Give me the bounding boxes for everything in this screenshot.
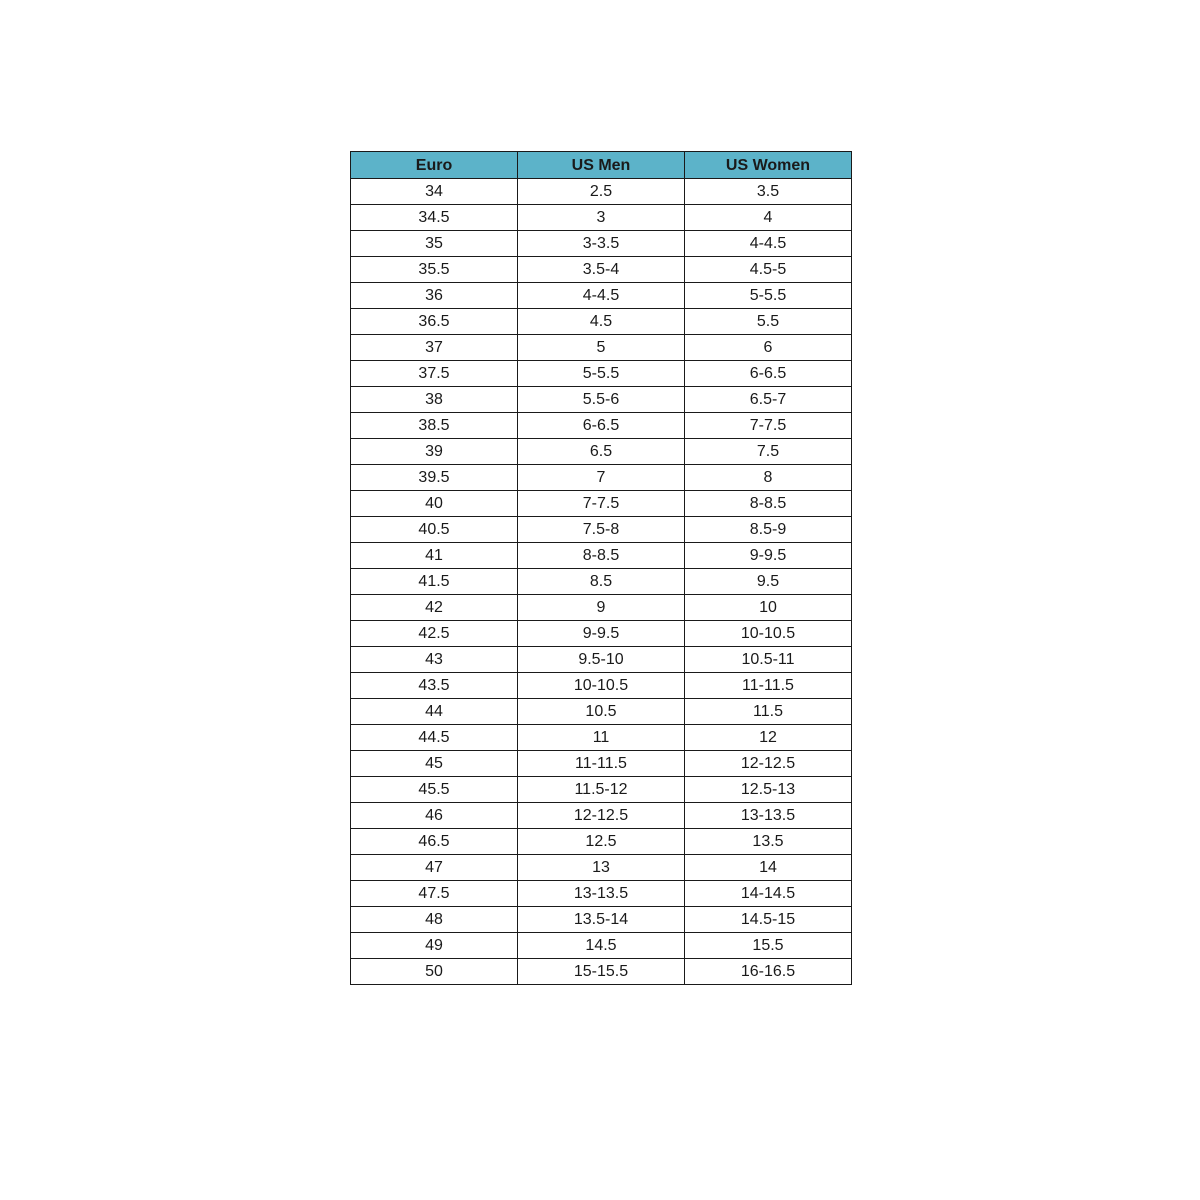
cell-us-men: 9-9.5 bbox=[518, 621, 685, 647]
table-row bbox=[351, 465, 852, 491]
cell-us-men: 5-5.5 bbox=[518, 361, 685, 387]
cell-euro: 41.5 bbox=[351, 569, 518, 595]
table-header bbox=[351, 152, 852, 179]
cell-us-men: 9 bbox=[518, 595, 685, 621]
cell-us-women: 4-4.5 bbox=[685, 231, 852, 257]
cell-us-women: 14 bbox=[685, 855, 852, 881]
table-row bbox=[351, 595, 852, 621]
cell-us-men: 15-15.5 bbox=[518, 959, 685, 985]
cell-us-women: 10.5-11 bbox=[685, 647, 852, 673]
cell-euro: 43.5 bbox=[351, 673, 518, 699]
cell-us-men: 12-12.5 bbox=[518, 803, 685, 829]
cell-us-women: 11-11.5 bbox=[685, 673, 852, 699]
cell-us-men: 11 bbox=[518, 725, 685, 751]
cell-us-women: 14-14.5 bbox=[685, 881, 852, 907]
table-body bbox=[351, 179, 852, 985]
cell-us-men: 5.5-6 bbox=[518, 387, 685, 413]
table-row bbox=[351, 387, 852, 413]
table-row bbox=[351, 569, 852, 595]
cell-us-women: 14.5-15 bbox=[685, 907, 852, 933]
cell-euro: 50 bbox=[351, 959, 518, 985]
table-row bbox=[351, 673, 852, 699]
cell-us-women: 8 bbox=[685, 465, 852, 491]
cell-us-men: 13.5-14 bbox=[518, 907, 685, 933]
table-row bbox=[351, 309, 852, 335]
cell-us-women: 5-5.5 bbox=[685, 283, 852, 309]
cell-us-women: 10 bbox=[685, 595, 852, 621]
cell-us-women: 9.5 bbox=[685, 569, 852, 595]
cell-euro: 38.5 bbox=[351, 413, 518, 439]
cell-us-women: 16-16.5 bbox=[685, 959, 852, 985]
cell-euro: 37.5 bbox=[351, 361, 518, 387]
cell-us-women: 12.5-13 bbox=[685, 777, 852, 803]
cell-euro: 42 bbox=[351, 595, 518, 621]
cell-us-men: 12.5 bbox=[518, 829, 685, 855]
cell-us-men: 10.5 bbox=[518, 699, 685, 725]
table-row bbox=[351, 179, 852, 205]
cell-us-men: 8-8.5 bbox=[518, 543, 685, 569]
cell-us-men: 14.5 bbox=[518, 933, 685, 959]
cell-us-women: 4 bbox=[685, 205, 852, 231]
cell-us-women: 13-13.5 bbox=[685, 803, 852, 829]
cell-us-women: 11.5 bbox=[685, 699, 852, 725]
cell-euro: 43 bbox=[351, 647, 518, 673]
table-row bbox=[351, 361, 852, 387]
cell-euro: 36.5 bbox=[351, 309, 518, 335]
cell-us-women: 10-10.5 bbox=[685, 621, 852, 647]
cell-us-women: 7-7.5 bbox=[685, 413, 852, 439]
table-row bbox=[351, 933, 852, 959]
table-row bbox=[351, 647, 852, 673]
table-row bbox=[351, 621, 852, 647]
table-row bbox=[351, 439, 852, 465]
cell-us-men: 11-11.5 bbox=[518, 751, 685, 777]
cell-us-men: 8.5 bbox=[518, 569, 685, 595]
cell-us-women: 3.5 bbox=[685, 179, 852, 205]
cell-us-men: 7 bbox=[518, 465, 685, 491]
cell-euro: 40.5 bbox=[351, 517, 518, 543]
cell-us-men: 9.5-10 bbox=[518, 647, 685, 673]
cell-euro: 41 bbox=[351, 543, 518, 569]
cell-us-men: 2.5 bbox=[518, 179, 685, 205]
cell-us-men: 4-4.5 bbox=[518, 283, 685, 309]
table-row bbox=[351, 907, 852, 933]
cell-us-women: 6.5-7 bbox=[685, 387, 852, 413]
cell-us-women: 7.5 bbox=[685, 439, 852, 465]
table-row bbox=[351, 777, 852, 803]
cell-us-women: 13.5 bbox=[685, 829, 852, 855]
cell-euro: 36 bbox=[351, 283, 518, 309]
size-conversion-table bbox=[350, 151, 852, 985]
cell-euro: 40 bbox=[351, 491, 518, 517]
cell-euro: 38 bbox=[351, 387, 518, 413]
table-row bbox=[351, 335, 852, 361]
cell-euro: 45.5 bbox=[351, 777, 518, 803]
cell-us-women: 4.5-5 bbox=[685, 257, 852, 283]
cell-us-women: 6-6.5 bbox=[685, 361, 852, 387]
table-row bbox=[351, 413, 852, 439]
cell-euro: 35 bbox=[351, 231, 518, 257]
table-row bbox=[351, 803, 852, 829]
cell-euro: 39 bbox=[351, 439, 518, 465]
header-euro: Euro bbox=[351, 152, 518, 179]
cell-us-men: 7-7.5 bbox=[518, 491, 685, 517]
table-row bbox=[351, 959, 852, 985]
cell-euro: 44 bbox=[351, 699, 518, 725]
cell-euro: 45 bbox=[351, 751, 518, 777]
table-row bbox=[351, 257, 852, 283]
cell-euro: 46 bbox=[351, 803, 518, 829]
cell-us-men: 6.5 bbox=[518, 439, 685, 465]
header-us-women: US Women bbox=[685, 152, 852, 179]
cell-us-men: 13 bbox=[518, 855, 685, 881]
cell-us-men: 5 bbox=[518, 335, 685, 361]
cell-us-men: 10-10.5 bbox=[518, 673, 685, 699]
cell-euro: 39.5 bbox=[351, 465, 518, 491]
table-row bbox=[351, 751, 852, 777]
table-row bbox=[351, 881, 852, 907]
cell-us-men: 6-6.5 bbox=[518, 413, 685, 439]
cell-us-women: 8-8.5 bbox=[685, 491, 852, 517]
table-row bbox=[351, 491, 852, 517]
cell-us-women: 9-9.5 bbox=[685, 543, 852, 569]
table-row bbox=[351, 231, 852, 257]
cell-us-women: 12 bbox=[685, 725, 852, 751]
cell-euro: 48 bbox=[351, 907, 518, 933]
cell-euro: 37 bbox=[351, 335, 518, 361]
table-row bbox=[351, 517, 852, 543]
table-row bbox=[351, 205, 852, 231]
cell-euro: 47 bbox=[351, 855, 518, 881]
table-row bbox=[351, 829, 852, 855]
cell-us-men: 3-3.5 bbox=[518, 231, 685, 257]
header-us-men: US Men bbox=[518, 152, 685, 179]
table-row bbox=[351, 855, 852, 881]
cell-us-women: 6 bbox=[685, 335, 852, 361]
cell-euro: 34.5 bbox=[351, 205, 518, 231]
cell-euro: 34 bbox=[351, 179, 518, 205]
cell-us-men: 13-13.5 bbox=[518, 881, 685, 907]
table-row bbox=[351, 725, 852, 751]
cell-us-men: 7.5-8 bbox=[518, 517, 685, 543]
cell-us-women: 15.5 bbox=[685, 933, 852, 959]
table-row bbox=[351, 543, 852, 569]
table-row bbox=[351, 699, 852, 725]
cell-us-men: 11.5-12 bbox=[518, 777, 685, 803]
cell-us-women: 12-12.5 bbox=[685, 751, 852, 777]
cell-euro: 47.5 bbox=[351, 881, 518, 907]
cell-euro: 35.5 bbox=[351, 257, 518, 283]
cell-us-women: 5.5 bbox=[685, 309, 852, 335]
cell-us-men: 4.5 bbox=[518, 309, 685, 335]
table-row bbox=[351, 283, 852, 309]
header-row bbox=[351, 152, 852, 179]
cell-us-men: 3 bbox=[518, 205, 685, 231]
cell-euro: 42.5 bbox=[351, 621, 518, 647]
cell-euro: 44.5 bbox=[351, 725, 518, 751]
cell-euro: 46.5 bbox=[351, 829, 518, 855]
cell-euro: 49 bbox=[351, 933, 518, 959]
cell-us-women: 8.5-9 bbox=[685, 517, 852, 543]
cell-us-men: 3.5-4 bbox=[518, 257, 685, 283]
